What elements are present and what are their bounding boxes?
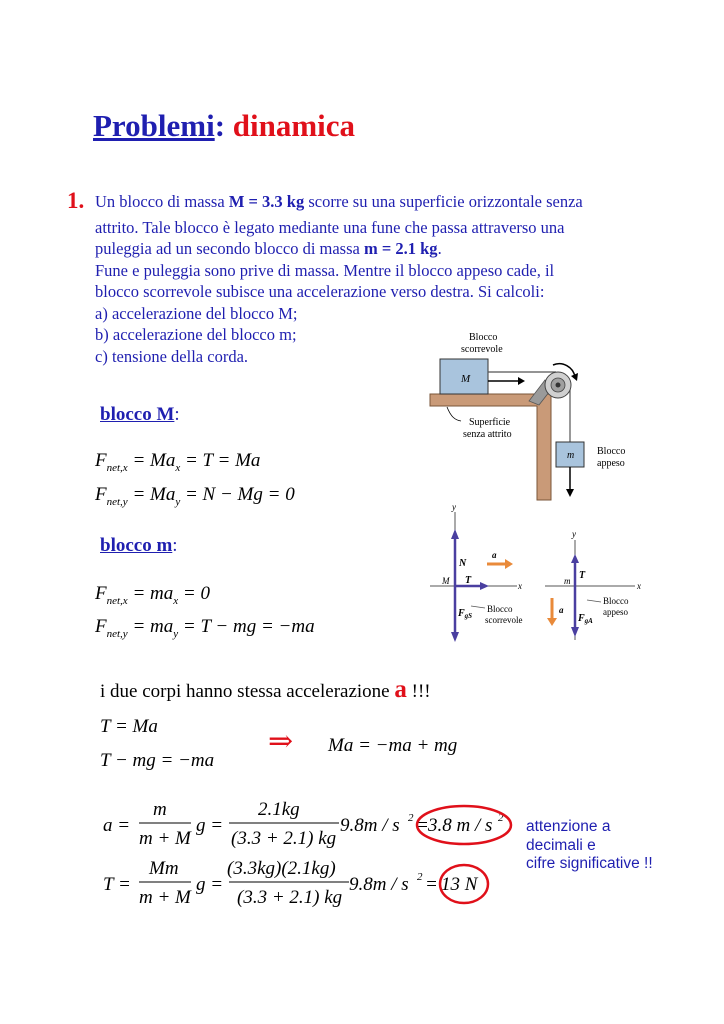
block-m-label: m [567, 450, 575, 461]
mass-label-left: M [442, 576, 450, 586]
note [526, 818, 653, 874]
a-denominator: m + M [139, 828, 191, 849]
mass-label-right: m [564, 576, 571, 586]
normal-label: N [459, 558, 467, 569]
equation-M-x: $F_{net,x} = Ma_x = T = Ma$ [95, 450, 261, 474]
text-segment: puleggia ad un secondo blocco di massa [95, 239, 364, 258]
label-hanging-1: Blocco [597, 446, 626, 457]
right-x-label: x [637, 581, 641, 591]
title-topic: dinamica [232, 108, 356, 143]
label-surface-1: Superficie [469, 417, 511, 428]
T-multiplier: 9.8m / s [349, 874, 409, 895]
label-block: Blocco [469, 332, 498, 343]
statement [100, 676, 431, 704]
T-g: g = [196, 874, 224, 895]
right-fbd-label-1: Blocco [603, 596, 629, 606]
text-segment: Un blocco di massa [95, 192, 229, 211]
left-label-pointer [471, 606, 485, 608]
a-g: g = [196, 815, 224, 836]
gravity-label-left [457, 608, 472, 620]
a-result-exponent: 2 [498, 812, 504, 824]
gravity-subscript: gA [584, 617, 593, 625]
left-fbd-label-2: scorrevole [485, 615, 523, 625]
tension-head-right [571, 554, 579, 563]
text-segment: scorre su una superficie orizzontale senza [304, 192, 583, 211]
statement-text: i due corpi hanno stessa accelerazione [100, 681, 395, 702]
block-M-label: M [461, 373, 471, 385]
text-segment: . [437, 239, 442, 258]
gravity-symbol: F [578, 613, 585, 624]
equation-m-x: $F_{net,x} = ma_x = 0$ [95, 583, 210, 607]
problem-line-2: attrito. Tale blocco è legato mediante una fune che passa attraverso una [95, 217, 565, 237]
label-surface-2: senza attrito [463, 429, 512, 440]
mass-m-value: m = 2.1 kg [363, 239, 438, 258]
tension-head-left [480, 582, 489, 590]
section-heading-M [100, 404, 180, 426]
a-multiplier: 9.8m / s [340, 815, 400, 836]
question-c: c) tensione della corda. [95, 346, 249, 366]
pulley-axle [556, 383, 561, 388]
a-denominator-2: (3.3 + 2.1) kg [231, 828, 337, 849]
T-denominator: m + M [139, 887, 191, 908]
setup-diagram [425, 325, 665, 505]
problem-number: 1. [67, 188, 85, 213]
section-colon: : [174, 404, 180, 425]
label-hanging-2: appeso [597, 458, 625, 469]
normal-force-head [451, 529, 459, 539]
problem-line-5: blocco scorrevole subisce una accelerazione verso destra. Si calcoli: [95, 282, 545, 301]
section-heading-m [100, 535, 178, 557]
system-eq-1: T = Ma [100, 716, 158, 737]
surface-pointer [447, 407, 461, 421]
statement-symbol: a [394, 676, 407, 703]
gravity-label-right [577, 613, 593, 625]
note-line-2: decimali e [526, 836, 596, 854]
right-fbd-label-2: appeso [603, 607, 628, 617]
page-title [93, 108, 355, 144]
gravity-force-head-left [451, 632, 459, 642]
left-x-label: x [518, 581, 522, 591]
title-colon: : [214, 108, 226, 143]
T-numerator: Mm [149, 858, 179, 879]
problem-line-4: Fune e puleggia sono prive di massa. Mentre il blocco appeso cade, il [95, 260, 555, 280]
note-line-3: cifre significative !! [526, 855, 653, 872]
section-label: blocco M [100, 404, 175, 425]
free-body-diagrams [425, 500, 665, 645]
T-equals: = [425, 874, 438, 895]
a-result: 3.8 m / s [428, 815, 493, 836]
right-label-pointer [587, 600, 601, 602]
label-sliding: scorrevole [461, 344, 503, 355]
T-result: 13 N [441, 874, 478, 895]
T-denominator-2: (3.3 + 2.1) kg [237, 887, 343, 908]
implies-arrow: ⇒ [268, 725, 294, 758]
acceleration-head-left [505, 559, 513, 569]
right-y-label: y [572, 529, 576, 539]
tension-label-left: T [465, 575, 472, 586]
section-label: blocco m [100, 535, 173, 556]
left-fbd-label-1: Blocco [487, 604, 513, 614]
T-lhs: T = [103, 874, 131, 895]
results-formulas [95, 793, 520, 918]
system-eq-2: T − mg = −ma [100, 750, 215, 771]
question-b: b) accelerazione del blocco m; [95, 325, 297, 344]
a-numerator-2: 2.1kg [258, 799, 300, 820]
tension-label-right: T [579, 570, 586, 581]
equation-m-y: $F_{net,y} = ma_y = T$ − mg = −ma [95, 616, 315, 640]
a-exponent: 2 [408, 812, 414, 824]
accel-label-right: a [559, 605, 564, 615]
section-colon: : [172, 535, 178, 556]
question-a: a) accelerazione del blocco M; [95, 303, 298, 323]
a-lhs: a = [103, 815, 131, 836]
T-numerator-2: (3.3kg)(2.1kg) [227, 858, 336, 879]
statement-exclaim: !!! [406, 681, 431, 702]
acceleration-head-right [547, 618, 557, 626]
note-line-1: attenzione a [526, 818, 611, 835]
a-numerator: m [153, 799, 167, 820]
problem-line-3 [95, 238, 695, 260]
left-y-label: y [452, 502, 456, 512]
gravity-symbol: F [458, 608, 465, 619]
equation-M-y: $F_{net,y} = Ma_y = N - Mg = 0$ [95, 484, 295, 508]
accel-label-left: a [492, 550, 497, 560]
gravity-subscript: gS [464, 612, 473, 620]
system-result: Ma = −ma + mg [328, 735, 458, 756]
falling-arrow-head [566, 489, 574, 497]
gravity-force-head-right [571, 627, 579, 637]
a-equals: = [416, 815, 429, 836]
mass-M-value: M = 3.3 kg [228, 192, 305, 211]
arrow-head [518, 377, 525, 385]
problem-line-1 [95, 191, 695, 213]
T-exponent: 2 [417, 871, 423, 883]
title-word: Problemi [93, 108, 215, 143]
